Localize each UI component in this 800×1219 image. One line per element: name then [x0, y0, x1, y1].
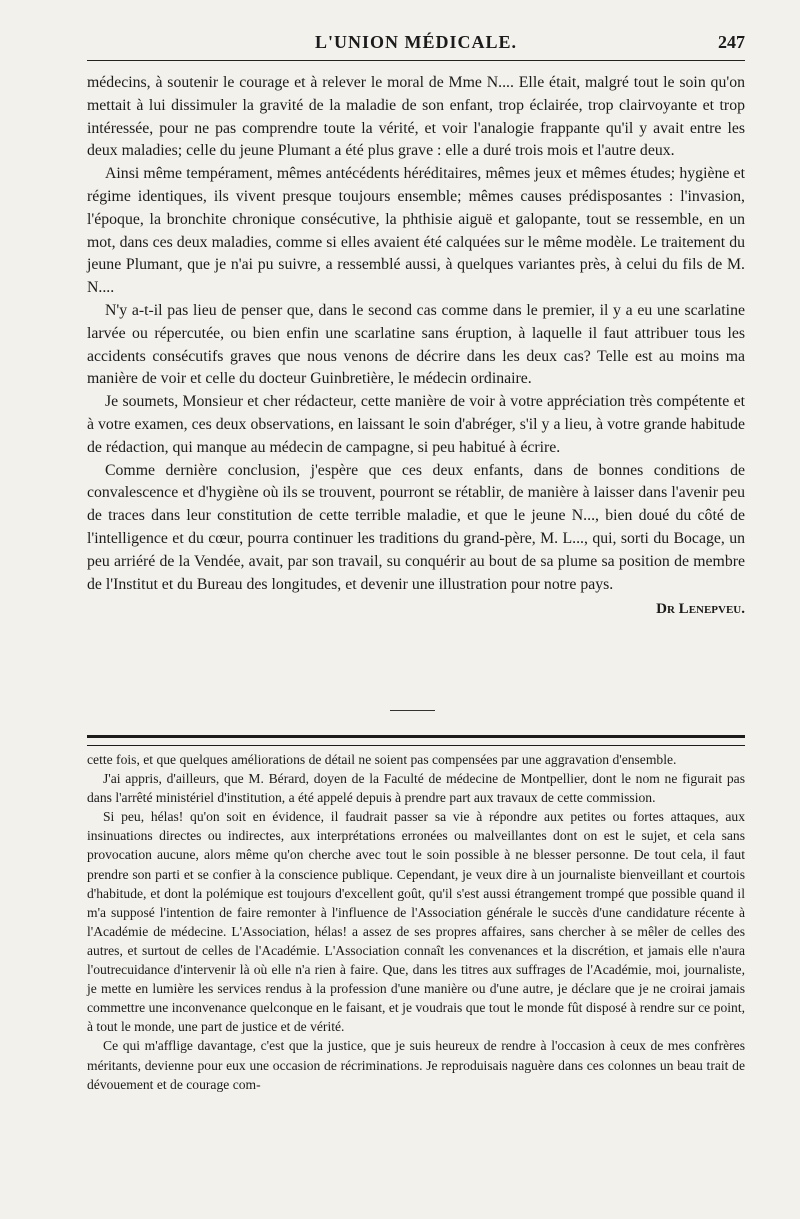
article-paragraph: médecins, à soutenir le courage et à relever le moral de Mme N.... Elle était, malgré tout le soin qu'on mettait à lui dissimuler la gravité de la maladie de son enfant, trop éclairée, trop clairvoyante et trop intéressée, pour ne pas comprendre toute la vérité, et voir l'analogie frappante qu'il y avait entre les deux maladies; celle du jeune Plumant a été plus grave : elle a duré trois mois et l'autre deux.	[87, 74, 745, 160]
feuilleton-divider	[87, 735, 745, 746]
section-end-rule	[390, 710, 435, 711]
feuilleton-paragraph: cette fois, et que quelques améliorations de détail ne soient pas compensées par une aggravation d'ensemble.	[87, 752, 677, 767]
feuilleton-paragraph: Ce qui m'afflige davantage, c'est que la justice, que je suis heureux de rendre à l'occasion à ceux de mes confrères méritants, devienne pour eux une occasion de récriminations. Je reproduisais naguère dans ces colonnes un beau trait de dévouement et de courage com-	[87, 1038, 745, 1092]
article-paragraph: Ainsi même tempérament, mêmes antécédents héréditaires, mêmes jeux et mêmes études; hygiène et régime identiques, ils vivent presque toujours ensemble; mêmes causes prédisposantes : l'invasion, l'époque, la bronchite chronique consécutive, la phthisie aiguë et galopante, tout se ressemble, en un mot, dans ces deux maladies, comme si elles avaient été calquées sur le même modèle. Le traitement du jeune Plumant, que je n'ai pu suivre, a ressemblé aussi, à quelques variantes près, à celui du fils de M. N....	[87, 165, 745, 297]
article-paragraph: Je soumets, Monsieur et cher rédacteur, cette manière de voir à votre appréciation très compétente et à votre examen, ces deux observations, en laissant le soin d'abréger, s'il y a lieu, à votre grande habitude de rédaction, qui manque au médecin de campagne, si peu habitué à écrire.	[87, 393, 745, 456]
running-header	[87, 30, 745, 58]
feuilleton-paragraph: J'ai appris, d'ailleurs, que M. Bérard, doyen de la Faculté de médecine de Montpellier, dont le nom ne figurait pas dans l'arrêté ministériel d'institution, a été appelé depuis à prendre part aux travaux de cette commission.	[87, 771, 745, 806]
article-paragraph: Comme dernière conclusion, j'espère que ces deux enfants, dans de bonnes conditions de convalescence et d'hygiène où ils se trouvent, pourront se rétablir, de manière à laisser dans l'avenir peu de traces dans leur constitution de cette terrible maladie, et que le jeune N..., bien doué du côté de l'intelligence et du cœur, pourra continuer les traditions du grand-père, M. L..., qui, sorti du Bocage, un peu arriéré de la Vendée, avait, par son travail, su conquérir au bout de sa plume sa position de membre de l'Institut et du Bureau des longitudes, et devenir une illustration pour notre pays.	[87, 461, 745, 593]
article-paragraph: N'y a-t-il pas lieu de penser que, dans le second cas comme dans le premier, il y a eu une scarlatine larvée ou répercutée, ou bien enfin une scarlatine sans éruption, à laquelle il faut attribuer tous les accidents consécutifs graves que nous venons de décrire dans les deux cas? Telle est au moins ma manière de voir et celle du docteur Guinbretière, le médecin ordinaire.	[87, 301, 745, 388]
feuilleton-paragraph: Si peu, hélas! qu'on soit en évidence, il faudrait passer sa vie à répondre aux petites ou fortes attaques, aux insinuations directes ou indirectes, aux interprétations erronées ou malveillantes dont on est le sujet, et cela sans provocation aucune, alors même qu'on cherche avec tout le soin possible à ne blesser personne. De tout cela, il faut prendre son parti et se confier à la conscience publique. Cependant, je veux dire à un journaliste bienveillant et courtois d'habitude, et dont la polémique est toujours d'excellent goût, qu'il s'est aussi étrangement trompé que possible quand il m'a supposé l'intention de faire remonter à l'influence de l'Association générale le succès d'une candidature récente à l'Académie de médecine. L'Association, hélas! a assez de ses propres affaires, sans chercher à se mêler de celles des autres, et surtout de celles de l'Académie. L'Association connaît les convenances et la discrétion, et jamais elle n'aura l'outrecuidance d'intervenir là où elle n'a rien à faire. Que, dans les titres aux suffrages de l'Académie, moi, journaliste, je mette en lumière les services rendus à la profession d'une manière ou d'une autre, je déclare que je ne croirai jamais commettre une inconvenance quelconque en le faisant, et je voudrais que tout le monde fût disposé à rendre sur ce point, à tout le monde, une part de justice et de vérité.	[87, 809, 745, 1035]
header-rule	[87, 60, 745, 61]
feuilleton-body	[87, 750, 745, 1094]
article-body	[87, 72, 745, 620]
page-number: 247	[718, 32, 745, 52]
author-signature: Dr Lenepveu.	[656, 601, 745, 618]
running-title: L'UNION MÉDICALE.	[314, 32, 518, 52]
